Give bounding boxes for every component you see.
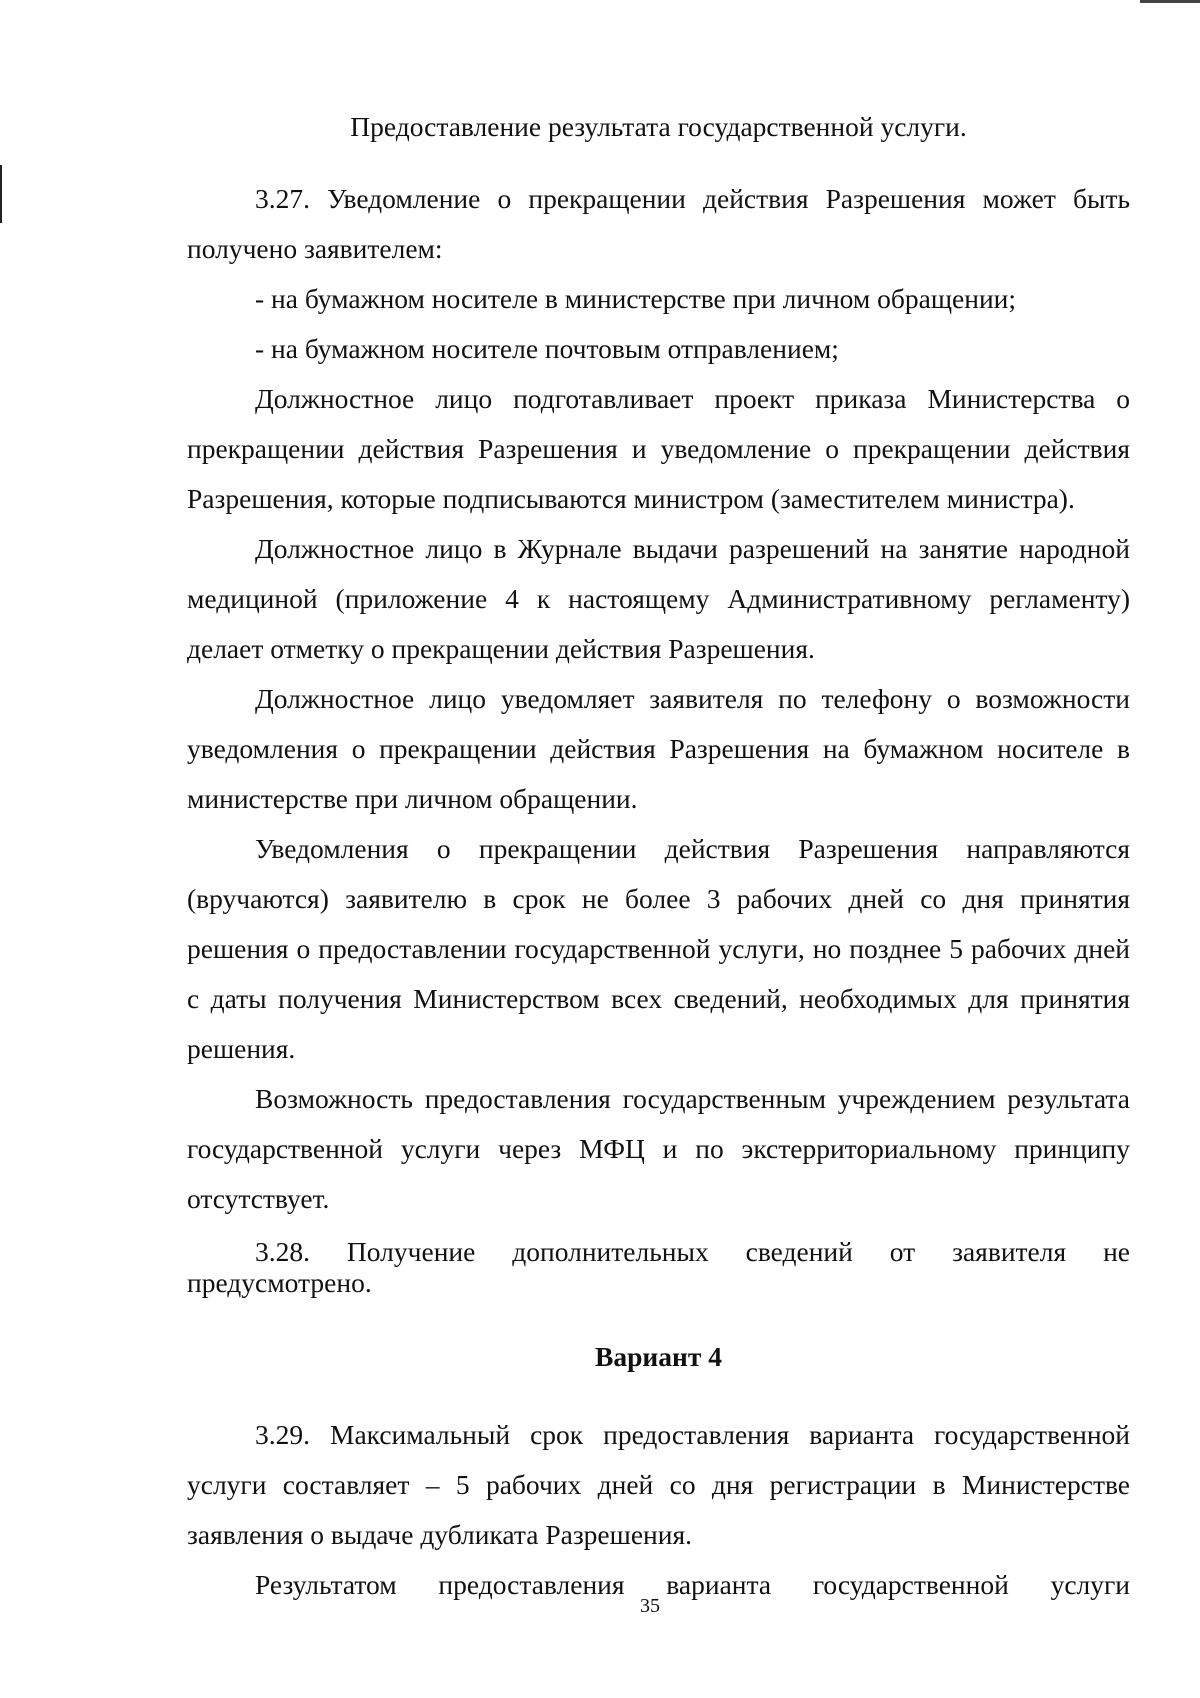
section-heading: Предоставление результата государственной услуги. xyxy=(350,111,967,142)
list-item-paper-in-person: - на бумажном носителе в министерстве при личном обращении; xyxy=(255,283,1017,314)
paragraph-notification-deadline: Уведомления о прекращении действия Разрешения направляются (вручаются) заявителю в срок не более 3 рабочих дней со дня принятия решения о предоставлении государственной услуги, но позднее 5 рабочих дней с даты получения Министерством всех сведений, необходимых для принятия решения. xyxy=(187,833,1130,1064)
paragraph-order-preparation: Должностное лицо подготавливает проект приказа Министерства о прекращении действия Разрешения и уведомление о прекращении действия Разрешения, которые подписываются министром (заместителем министра). xyxy=(187,383,1130,514)
paragraph-3-28: 3.28. Получение дополнительных сведений от заявителя не предусмотрено. xyxy=(187,1236,1130,1298)
paragraph-phone-notification: Должностное лицо уведомляет заявителя по телефону о возможности уведомления о прекращении действия Разрешения на бумажном носителе в министерстве при личном обращении. xyxy=(187,683,1130,814)
paragraph-variant-result: Результатом предоставления варианта государственной услуги xyxy=(255,1569,1130,1600)
document-body xyxy=(187,102,1130,1610)
paragraph-mfc-absence: Возможность предоставления государственным учреждением результата государственной услуги через МФЦ и по экстерриториальному принципу отсутствует. xyxy=(187,1083,1130,1214)
paragraph-3-29: 3.29. Максимальный срок предоставления варианта государственной услуги составляет – 5 рабочих дней со дня регистрации в Министерстве заявления о выдаче дубликата Разрешения. xyxy=(187,1419,1130,1550)
list-item-paper-by-mail: - на бумажном носителе почтовым отправлением; xyxy=(255,333,839,364)
scan-corner-mark xyxy=(1140,0,1200,3)
variant-title: Вариант 4 xyxy=(595,1341,722,1372)
paragraph-journal-mark: Должностное лицо в Журнале выдачи разрешений на занятие народной медициной (приложение 4 к настоящему Административному регламенту) делает отметку о прекращении действия Разрешения. xyxy=(187,533,1130,664)
paragraph-3-27: 3.27. Уведомление о прекращении действия Разрешения может быть получено заявителем: xyxy=(187,183,1130,264)
page-number: 35 xyxy=(640,1595,660,1617)
scan-edge-mark xyxy=(0,165,2,223)
